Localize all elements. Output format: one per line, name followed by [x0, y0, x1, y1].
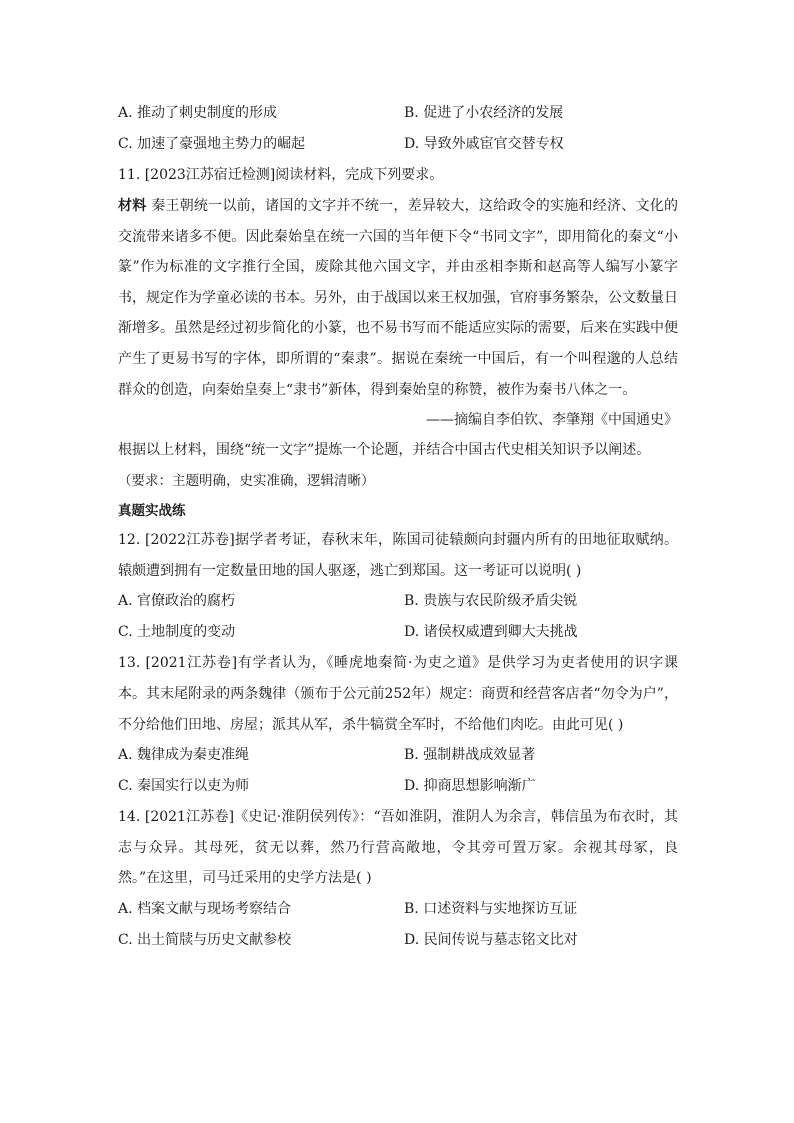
q11-material-text: 秦王朝统一以前，诸国的文字并不统一，差异较大，这给政令的实施和经济、文化的交流带来诸多不便。因此秦始皇在统一六国的当年便下令“书同文字”，即用简化的秦文“小篆”作为标准的文字推行全国，废除其他六国文字，并由丞相李斯和赵高等人编写小篆字书，规定作为学童必读的书本。另外，由于战国以来王权加强，官府事务繁杂，公文数量日渐增多。虽然是经过初步简化的小篆，也不易书写而不能适应实际的需要，后来在实践中便产生了更易书写的字体，即所谓的“秦隶”。据说在秦统一中国后，有一个叫程邈的人总结群众的创造，向秦始皇奏上“隶书”新体，得到秦始皇的称赞，被作为秦书八体之一。 — [118, 198, 679, 398]
q10-option-a[interactable]: A. 推动了刺史制度的形成 — [118, 105, 278, 121]
q13-option-a[interactable]: A. 魏律成为秦吏准绳 — [118, 747, 250, 764]
q13-options-row-1 — [118, 740, 678, 771]
q14-option-d[interactable]: D. 民间传说与墓志铭文比对 — [404, 931, 578, 948]
q13-option-c[interactable]: C. 秦国实行以吏为师 — [118, 778, 250, 795]
q14-option-b[interactable]: B. 口述资料与实地探访互证 — [404, 900, 578, 917]
q11-task: 根据以上材料，围绕“统一文字”提炼一个论题，并结合中国古代史相关知识予以阐述。 — [118, 442, 651, 459]
q14-options-row-1 — [118, 894, 678, 925]
q12-option-a[interactable]: A. 官僚政治的腐朽 — [118, 593, 236, 610]
q14-option-a[interactable]: A. 档案文献与现场考察结合 — [118, 900, 292, 917]
q14-stem: 14. [2021江苏卷]《史记·淮阴侯列传》：“吾如淮阴，淮阴人为余言，韩信虽为布衣时，其志与众异。其母死，贫无以葬，然乃行营高敞地，令其旁可置万家。余视其母冢，良然。”在这里，司马迁采用的史学方法是( ) — [118, 809, 678, 887]
q13-option-b[interactable]: B. 强制耕战成效显著 — [404, 747, 536, 764]
q11-material — [118, 191, 678, 405]
q12-option-b[interactable]: B. 贵族与农民阶级矛盾尖锐 — [404, 593, 578, 610]
q10-options-row-1 — [118, 98, 678, 129]
q12-option-d[interactable]: D. 诸侯权威遭到卿大夫挑战 — [404, 624, 578, 641]
q10-option-d[interactable]: D. 导致外戚宦官交替专权 — [404, 136, 564, 152]
q11-material-label: 材料 — [118, 198, 147, 214]
q12-options-row-2 — [118, 617, 678, 648]
q13-options-row-2 — [118, 771, 678, 802]
q11-citation: ——摘编自李伯钦、李肇翔《中国通史》 — [426, 412, 678, 429]
q12-options-row-1 — [118, 586, 678, 617]
document-page — [118, 98, 678, 956]
q10-option-b[interactable]: B. 促进了小农经济的发展 — [404, 105, 564, 121]
q14-option-c[interactable]: C. 出土简牍与历史文献参校 — [118, 931, 292, 948]
q12-option-c[interactable]: C. 土地制度的变动 — [118, 624, 236, 641]
q11-stem: 11. [2023江苏宿迁检测]阅读材料，完成下列要求。 — [118, 167, 444, 183]
q12-stem: 12. [2022江苏卷]据学者考证，春秋末年，陈国司徒辕颇向封疆内所有的田地征取赋纳。辕颇遭到拥有一定数量田地的国人驱逐，逃亡到郑国。这一考证可以说明( ) — [118, 532, 678, 579]
q10-option-c[interactable]: C. 加速了豪强地主势力的崛起 — [118, 136, 306, 152]
q13-option-d[interactable]: D. 抑商思想影响渐广 — [404, 778, 536, 795]
q11-requirement: （要求：主题明确，史实准确，逻辑清晰） — [118, 473, 375, 490]
q10-options-row-2 — [118, 129, 678, 160]
q14-options-row-2 — [118, 925, 678, 956]
section-title: 真题实战练 — [118, 503, 186, 520]
q13-stem: 13. [2021江苏卷]有学者认为，《睡虎地秦简·为吏之道》是供学习为吏者使用的识字课本。其末尾附录的两条魏律（颁布于公元前252年）规定：商贾和经营客店者“勿令为户”，不分给他们田地、房屋；派其从军，杀牛犒赏全军时，不给他们肉吃。由此可见( ) — [118, 655, 678, 733]
